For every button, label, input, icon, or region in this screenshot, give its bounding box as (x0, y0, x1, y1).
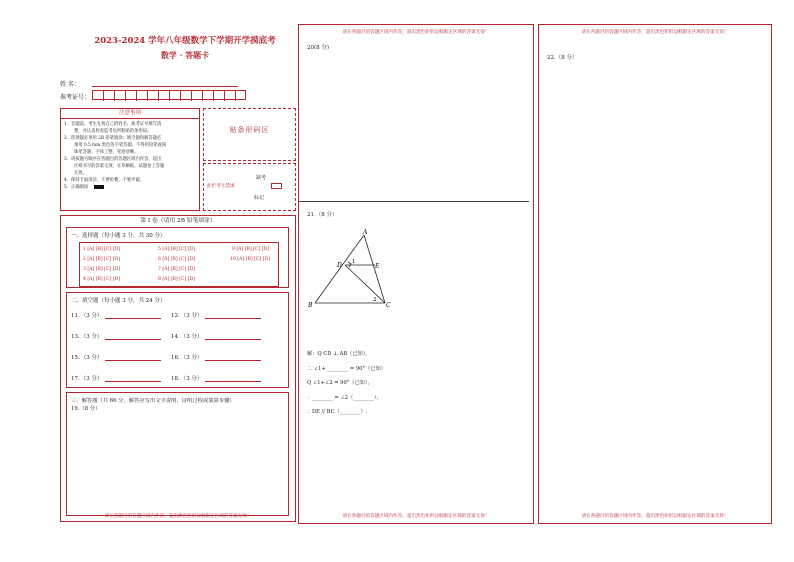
angle-2-label: 2 (373, 297, 377, 303)
id-box[interactable] (170, 91, 181, 101)
fill-answer-12[interactable] (205, 318, 261, 319)
edge-ab (315, 235, 364, 303)
absent-checkbox[interactable] (271, 183, 282, 189)
fill-section (66, 292, 289, 388)
proof-line: Q ∠1+∠2 = 90°（已知）， (307, 380, 373, 386)
absent-note: 此栏考生禁填 (207, 184, 235, 189)
id-box[interactable] (115, 91, 126, 101)
solve-section[interactable] (66, 392, 289, 516)
choice-row-5[interactable]: 5 [A] [B] [C] [D] (158, 247, 195, 252)
fill-answer-16[interactable] (205, 360, 261, 361)
choice-row-1[interactable]: 1 [A] [B] [C] [D] (83, 247, 120, 252)
divider (299, 201, 529, 202)
point-e-label: E (375, 263, 380, 270)
q22-label: 22.（8 分） (547, 55, 578, 61)
proof-line[interactable]: ∴ ∠1+ ________ = 90°（已知） (307, 365, 386, 372)
q19-label: 19.（8 分） (71, 406, 101, 412)
warning-bottom-col2: 请在各题目的答题区域内作答，超出黑色矩形边框限定区域的答案无效！ (342, 514, 490, 519)
id-box[interactable] (181, 91, 192, 101)
exam-title: 2023-2024 学年八年级数学下学期开学摸底考 (94, 36, 276, 46)
barcode-label: 贴条形码区 (229, 126, 270, 134)
warning-bottom-col3: 请在各题目的答题区域内作答，超出黑色矩形边框限定区域的答案无效！ (581, 514, 729, 519)
choice-grid (79, 242, 279, 287)
fill-q18: 18．（3 分） (171, 376, 203, 382)
fill-q11: 11．（3 分） (71, 313, 103, 319)
id-box[interactable] (126, 91, 137, 101)
fill-q13: 13．（3 分） (71, 334, 103, 340)
proof-line: 解：Q CD ⊥ AB（已知）， (307, 351, 371, 357)
point-d-label: D (337, 262, 342, 269)
choice-section (66, 227, 289, 288)
id-box[interactable] (93, 91, 104, 101)
id-box[interactable] (203, 91, 214, 101)
choice-row-2[interactable]: 2 [A] [B] [C] [D] (83, 257, 120, 262)
answer-column-2[interactable] (298, 24, 534, 524)
answer-column-3[interactable] (538, 24, 772, 524)
notice-line: 珠笔答题；字体工整、笔迹清晰。 (74, 150, 139, 155)
name-field[interactable] (92, 86, 238, 87)
barcode-area (203, 108, 296, 161)
fill-q15: 15．（3 分） (71, 355, 103, 361)
id-box[interactable] (225, 91, 236, 101)
triangle-diagram (307, 225, 397, 309)
notice-line: 区域书写的答案无效；在草稿纸、试题卷上答题 (74, 164, 165, 169)
id-box[interactable] (137, 91, 148, 101)
fill-answer-14[interactable] (205, 339, 261, 340)
id-boxes[interactable] (92, 90, 246, 100)
q20-label: 20(8 分) (307, 45, 330, 51)
fill-answer-11[interactable] (105, 318, 161, 319)
choice-row-3[interactable]: 3 [A] [B] [C] [D] (83, 267, 120, 272)
choice-row-4[interactable]: 4 [A] [B] [C] [D] (83, 277, 120, 282)
notice-line: 4．保持卡面清洁，不要折叠、不要弄破。 (64, 178, 145, 183)
fill-q14: 14．（3 分） (171, 334, 203, 340)
warning-top: 请在各题目的答题区域内作答，超出黑色矩形边框限定区域的答案无效！ (581, 30, 729, 35)
q21-label: 21.（8 分） (307, 212, 338, 218)
id-label: 准考证号： (60, 94, 91, 101)
notice-line: 2．选择题必须用 2B 铅笔填涂；填空题和解答题必 (64, 136, 162, 141)
fill-q12: 12．（3 分） (171, 313, 203, 319)
id-box[interactable] (214, 91, 225, 101)
notice-line: 1．答题前，考生先将自己的姓名，准考证号填写清 (64, 122, 162, 127)
point-c-label: C (386, 302, 391, 309)
id-box[interactable] (148, 91, 159, 101)
proof-block[interactable] (307, 347, 386, 420)
notice-line: 须用 0.5 mm 黑色签字笔答题，不得用铅笔或圆 (74, 143, 167, 148)
warning-top: 请在各题目的答题区域内作答，超出黑色矩形边框限定区域的答案无效！ (342, 30, 490, 35)
fill-q17: 17．（3 分） (71, 376, 103, 382)
fill-answer-17[interactable] (105, 381, 161, 382)
absent-mark-label: 标记 (254, 195, 265, 201)
notice-line: 无效。 (74, 171, 87, 176)
proof-line[interactable]: ∴ DE // BC（________）. (307, 409, 368, 415)
fill-q16: 16．（3 分） (171, 355, 203, 361)
fill-answer-13[interactable] (105, 339, 161, 340)
notice-line (64, 184, 166, 191)
fill-answer-15[interactable] (105, 360, 161, 361)
angle-1-label: 1 (352, 259, 356, 265)
choice-row-7[interactable]: 7 [A] [B] [C] [D] (158, 267, 195, 272)
notice-line: 楚，并认真检查监考员所粘贴的条形码。 (74, 129, 152, 134)
proof-line[interactable]: ∴ ________ = ∠2（________）， (307, 394, 382, 401)
id-box[interactable] (104, 91, 115, 101)
point-b-label: B (308, 302, 313, 309)
choice-row-10[interactable]: 10 [A] [B] [C] [D] (230, 257, 270, 262)
part1-title: 第 I 卷（请用 2B 铅笔填涂） (140, 218, 216, 224)
point-a-label: A (363, 229, 368, 236)
notice-line-text: 5．正确填涂 (64, 185, 89, 190)
fill-answer-18[interactable] (205, 381, 261, 382)
filled-mark-icon (94, 185, 104, 189)
notice-title: 注意事项 (61, 109, 199, 119)
notice-text (64, 121, 166, 191)
exam-subtitle: 数学 · 答题卡 (160, 50, 210, 60)
absent-box (203, 163, 296, 211)
id-box[interactable] (192, 91, 203, 101)
absent-label: 缺考 (256, 175, 267, 181)
choice-row-9[interactable]: 9 [A] [B] [C] [D] (232, 247, 269, 252)
section3-title: 三、解答题（共 66 分，解答应写出文字说明、证明过程或演算步骤） (71, 398, 235, 404)
id-box[interactable] (159, 91, 170, 101)
notice-line: 3．请按题号顺序在各题目的答题区域内作答，超出 (64, 157, 162, 162)
right-angle-mark (348, 262, 351, 267)
choice-row-6[interactable]: 6 [A] [B] [C] [D] (158, 257, 195, 262)
name-label: 姓 名： (60, 81, 80, 88)
section1-title: 一、选择题（每小题 3 分，共 30 分） (71, 233, 166, 239)
section2-title: 二、填空题（每小题 3 分，共 24 分） (71, 298, 166, 304)
warning-bottom-col1: 请在各题目的答题区域内作答，超出黑色矩形边框限定区域的答案无效！ (104, 514, 252, 519)
choice-row-8[interactable]: 8 [A] [B] [C] [D] (158, 277, 195, 282)
notice-box (60, 108, 200, 211)
